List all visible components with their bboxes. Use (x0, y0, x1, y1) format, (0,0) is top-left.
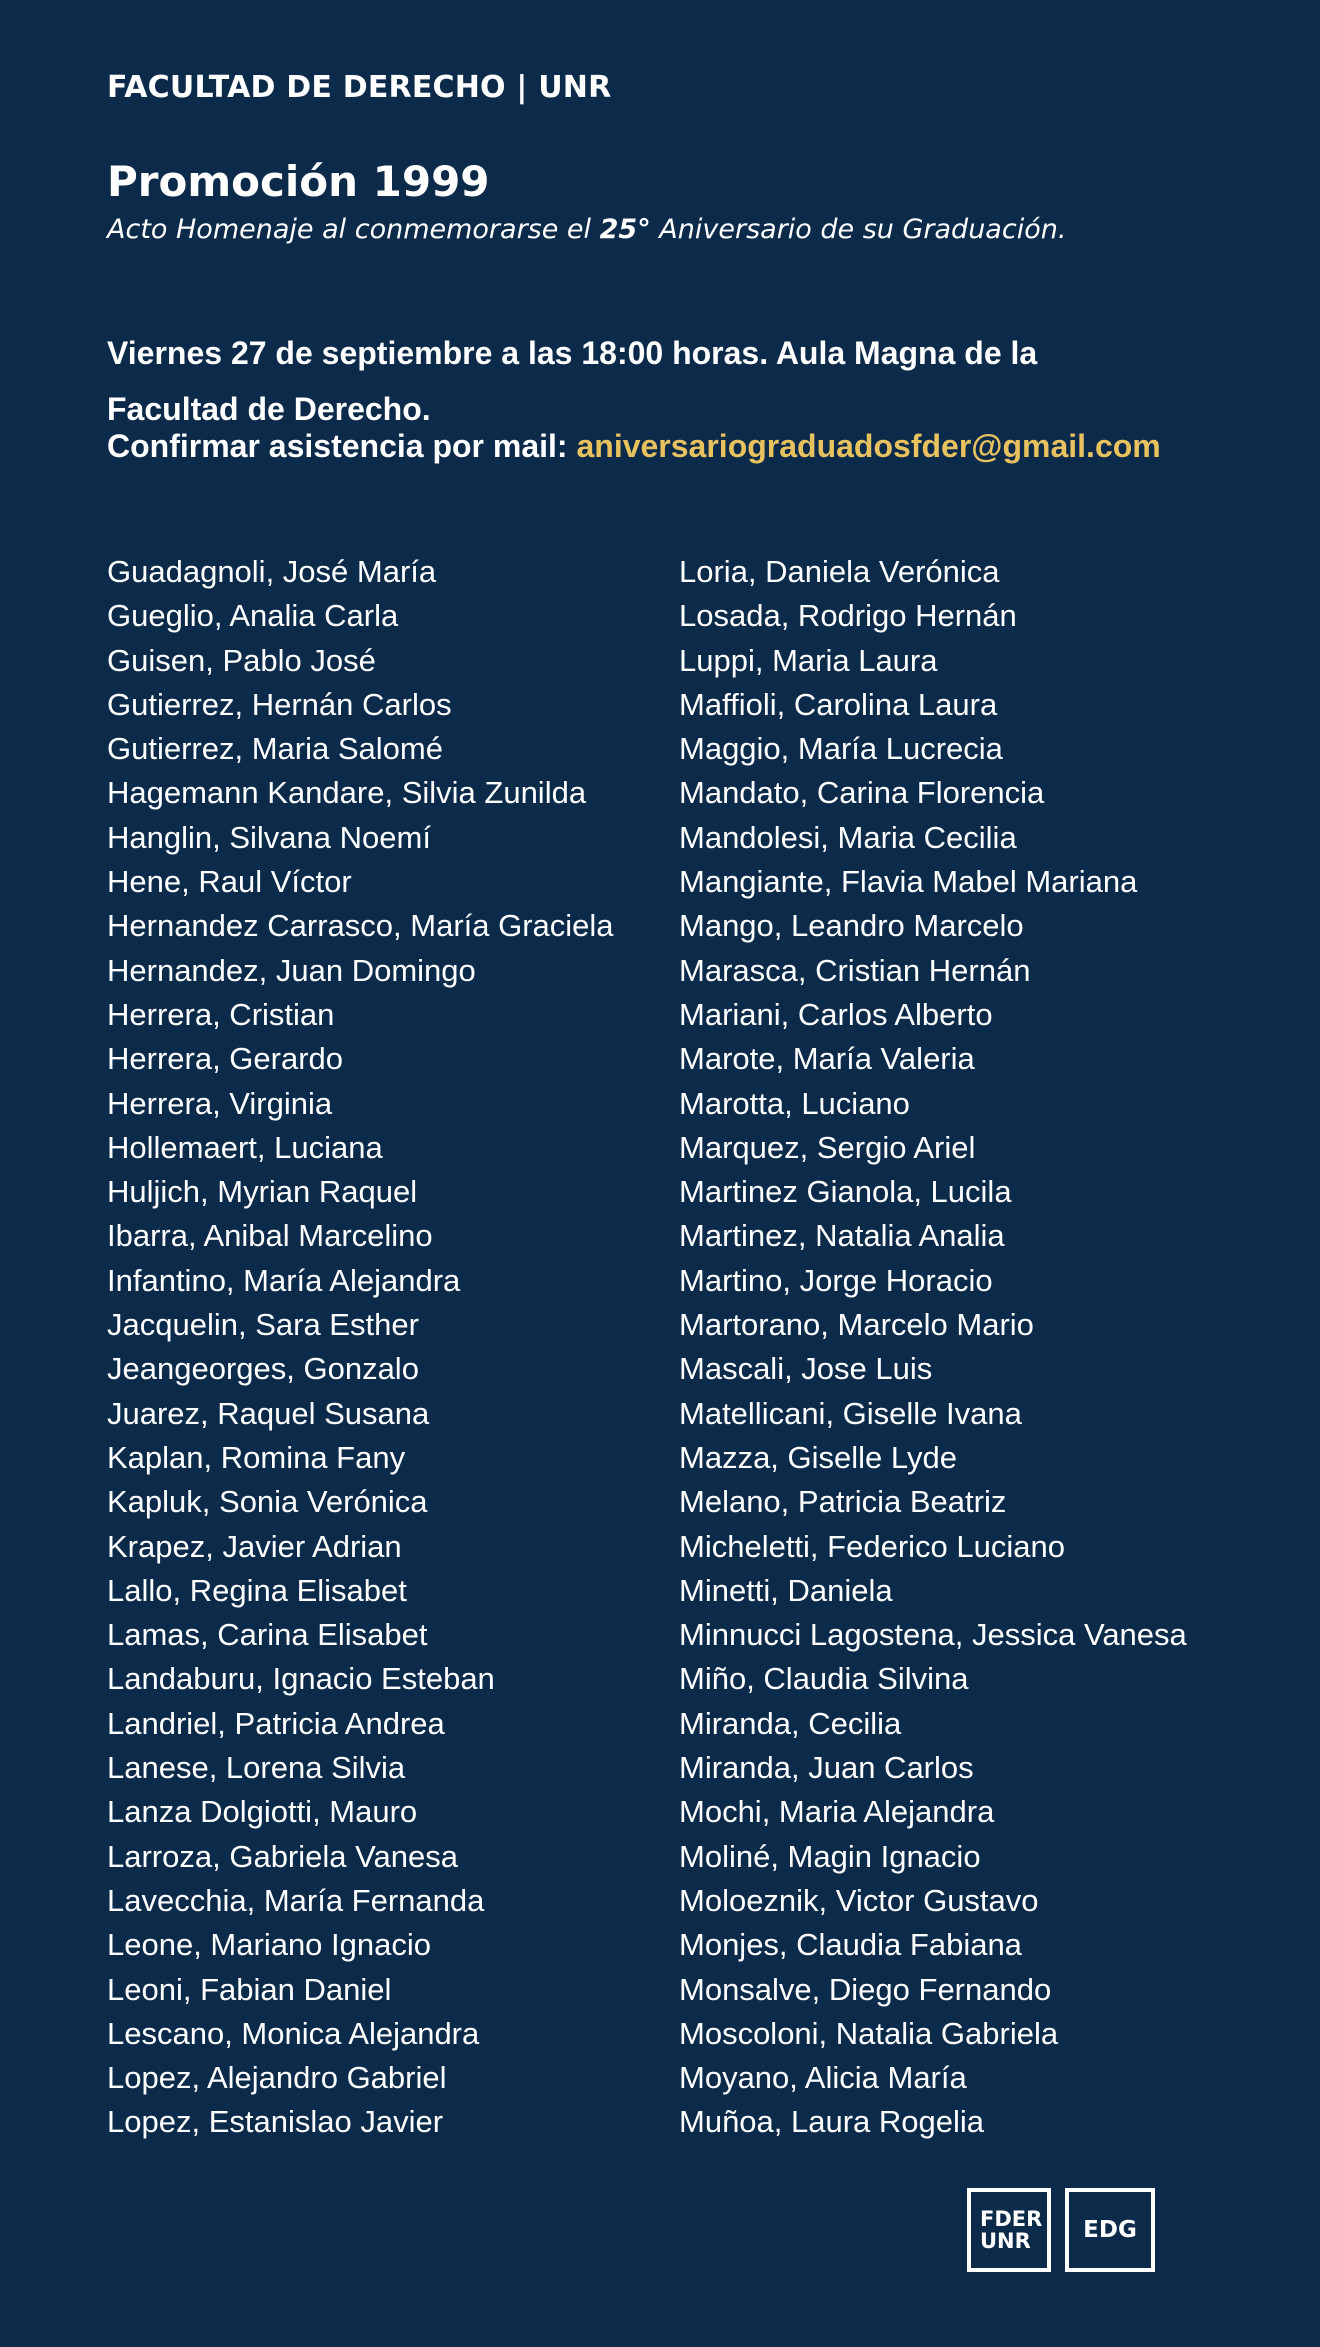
graduate-name: Marquez, Sergio Ariel (679, 1129, 976, 1165)
graduate-name: Hollemaert, Luciana (107, 1129, 383, 1165)
graduate-name: Melano, Patricia Beatriz (679, 1484, 1007, 1520)
graduate-name: Krapez, Javier Adrian (107, 1528, 402, 1564)
graduate-name: Lanese, Lorena Silvia (107, 1750, 406, 1786)
graduate-name: Micheletti, Federico Luciano (679, 1528, 1065, 1564)
graduate-name: Moliné, Magin Ignacio (679, 1838, 981, 1874)
graduate-name: Hanglin, Silvana Noemí (107, 819, 431, 855)
graduate-name: Moscoloni, Natalia Gabriela (679, 2015, 1059, 2051)
graduate-name: Losada, Rodrigo Hernán (679, 598, 1017, 634)
subtitle-after: Aniversario de su Graduación. (650, 214, 1067, 245)
graduate-name: Jeangeorges, Gonzalo (107, 1351, 419, 1387)
graduate-name: Hagemann Kandare, Silvia Zunilda (107, 775, 587, 811)
graduate-name: Leone, Mariano Ignacio (107, 1927, 432, 1963)
graduate-name: Miranda, Cecilia (679, 1705, 902, 1741)
graduate-name: Herrera, Cristian (107, 996, 335, 1032)
graduate-name: Lopez, Alejandro Gabriel (107, 2060, 447, 2096)
graduate-name: Herrera, Virginia (107, 1085, 333, 1121)
rsvp-label: Confirmar asistencia por mail: (107, 428, 577, 464)
graduate-name: Lopez, Estanislao Javier (107, 2104, 444, 2140)
graduate-name: Miño, Claudia Silvina (679, 1661, 969, 1697)
event-details: Viernes 27 de septiembre a las 18:00 horas. Aula Magna de la Facultad de Derecho. (107, 335, 1038, 427)
graduate-name: Mariani, Carlos Alberto (679, 996, 993, 1032)
graduate-name: Mochi, Maria Alejandra (679, 1794, 995, 1830)
graduate-name: Ibarra, Anibal Marcelino (107, 1218, 433, 1254)
org-heading: FACULTAD DE DERECHO | UNR (107, 70, 612, 105)
graduate-name: Landriel, Patricia Andrea (107, 1705, 445, 1741)
graduate-name: Marote, María Valeria (679, 1041, 975, 1077)
graduate-name: Herrera, Gerardo (107, 1041, 344, 1077)
graduate-name: Monsalve, Diego Fernando (679, 1971, 1052, 2007)
subtitle-before: Acto Homenaje al conmemorarse el (107, 214, 600, 245)
graduate-name: Moyano, Alicia María (679, 2060, 967, 2096)
fder-logo-line1: FDER (980, 2207, 1043, 2231)
graduate-name: Mascali, Jose Luis (679, 1351, 933, 1387)
graduate-name: Mandolesi, Maria Cecilia (679, 819, 1017, 855)
graduate-name: Minnucci Lagostena, Jessica Vanesa (679, 1617, 1187, 1653)
graduate-name: Maffioli, Carolina Laura (679, 686, 998, 722)
graduate-name: Matellicani, Giselle Ivana (679, 1395, 1022, 1431)
graduate-name: Gueglio, Analia Carla (107, 598, 399, 634)
graduate-name: Larroza, Gabriela Vanesa (107, 1838, 458, 1874)
logos (967, 2188, 1155, 2272)
graduate-name: Jacquelin, Sara Esther (107, 1307, 419, 1343)
graduate-name: Martino, Jorge Horacio (679, 1262, 993, 1298)
graduate-name: Gutierrez, Maria Salomé (107, 731, 443, 767)
graduate-name: Miranda, Juan Carlos (679, 1750, 974, 1786)
graduate-name: Kapluk, Sonia Verónica (107, 1484, 428, 1520)
graduate-name: Infantino, María Alejandra (107, 1262, 461, 1298)
edg-logo-text: EDG (1083, 2217, 1137, 2243)
graduate-name: Mangiante, Flavia Mabel Mariana (679, 864, 1138, 900)
graduate-name: Martinez, Natalia Analia (679, 1218, 1005, 1254)
graduates-list-left (107, 550, 614, 2145)
graduate-name: Hene, Raul Víctor (107, 864, 352, 900)
graduate-name: Hernandez Carrasco, María Graciela (107, 908, 614, 944)
graduate-name: Martorano, Marcelo Mario (679, 1307, 1034, 1343)
graduate-name: Luppi, Maria Laura (679, 642, 938, 678)
graduate-name: Lamas, Carina Elisabet (107, 1617, 428, 1653)
graduate-name: Huljich, Myrian Raquel (107, 1174, 418, 1210)
graduate-name: Lanza Dolgiotti, Mauro (107, 1794, 418, 1830)
graduate-name: Lescano, Monica Alejandra (107, 2015, 480, 2051)
edg-logo (1065, 2188, 1155, 2272)
subtitle-anniversary-number: 25° (599, 214, 651, 245)
graduate-name: Gutierrez, Hernán Carlos (107, 686, 452, 722)
graduate-name: Leoni, Fabian Daniel (107, 1971, 392, 2007)
page-title: Promoción 1999 (107, 157, 490, 206)
graduate-name: Monjes, Claudia Fabiana (679, 1927, 1022, 1963)
graduate-name: Guisen, Pablo José (107, 642, 376, 678)
graduate-name: Loria, Daniela Verónica (679, 554, 1000, 589)
fder-logo-line2: UNR (980, 2229, 1031, 2253)
graduate-name: Kaplan, Romina Fany (107, 1439, 406, 1475)
graduate-name: Moloeznik, Victor Gustavo (679, 1882, 1039, 1918)
subtitle (107, 214, 1066, 245)
graduate-name: Lavecchia, María Fernanda (107, 1882, 485, 1918)
graduate-name: Mandato, Carina Florencia (679, 775, 1045, 811)
graduate-name: Hernandez, Juan Domingo (107, 952, 476, 988)
fder-unr-logo (967, 2188, 1051, 2272)
graduates-list-right (679, 550, 1187, 2145)
rsvp-line (107, 428, 1161, 465)
graduate-name: Marotta, Luciano (679, 1085, 910, 1121)
graduate-name: Juarez, Raquel Susana (107, 1395, 430, 1431)
graduate-name: Mango, Leandro Marcelo (679, 908, 1024, 944)
graduate-name: Landaburu, Ignacio Esteban (107, 1661, 495, 1697)
graduate-name: Mazza, Giselle Lyde (679, 1439, 957, 1475)
graduate-name: Guadagnoli, José María (107, 554, 437, 589)
graduate-name: Muñoa, Laura Rogelia (679, 2104, 985, 2140)
graduate-name: Minetti, Daniela (679, 1572, 893, 1608)
graduate-name: Maggio, María Lucrecia (679, 731, 1003, 767)
rsvp-email-link[interactable]: aniversariograduadosfder@gmail.com (576, 428, 1161, 464)
graduate-name: Martinez Gianola, Lucila (679, 1174, 1012, 1210)
graduate-name: Lallo, Regina Elisabet (107, 1572, 407, 1608)
graduate-name: Marasca, Cristian Hernán (679, 952, 1031, 988)
